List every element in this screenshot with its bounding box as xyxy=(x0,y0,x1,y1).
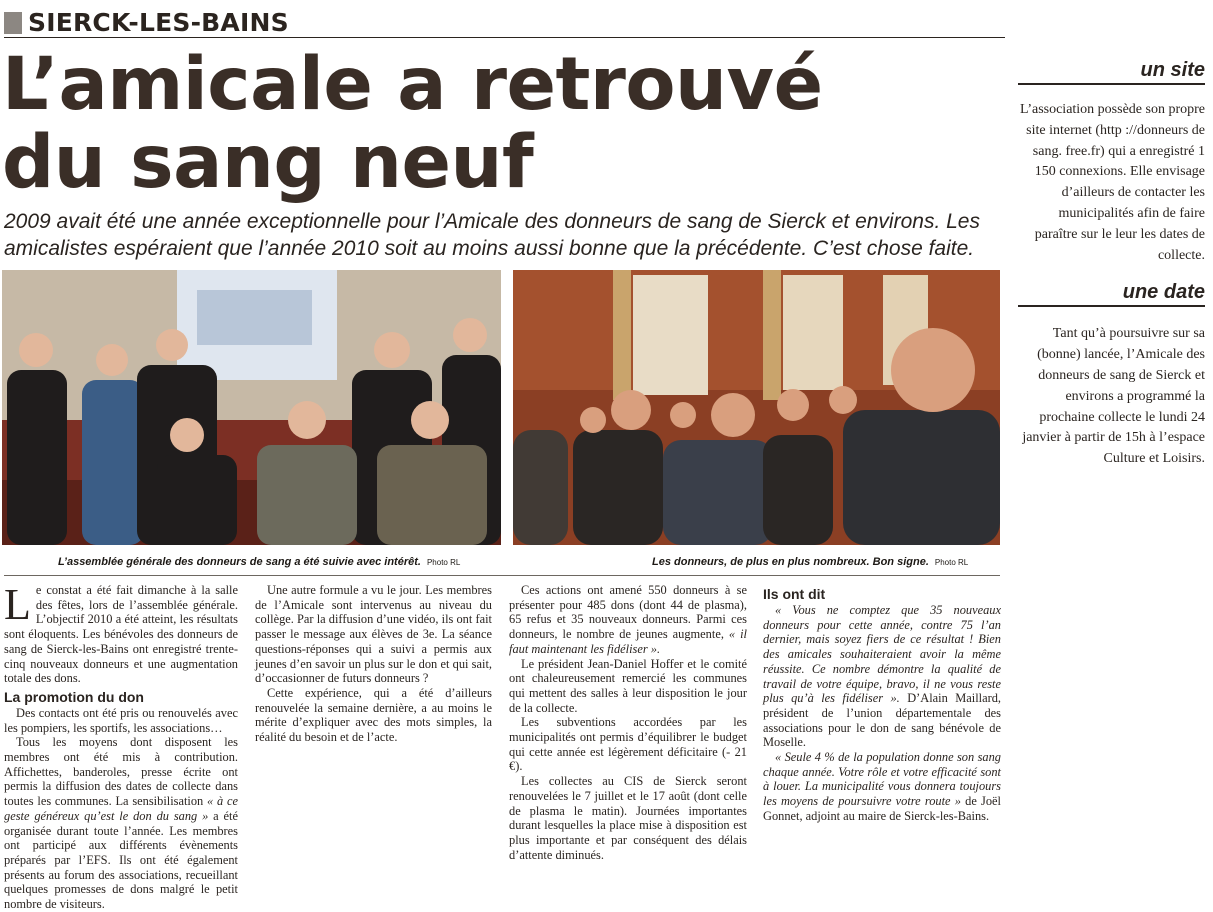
sidebar-text-date: Tant qu’à poursuivre sur sa (bonne) lancée, l’Amicale des donneurs de sang de Sierck et environs a programmé la prochaine collecte le lundi 24 janvier à partir de 15h à l’espace Culture et Loisirs. xyxy=(1022,326,1205,467)
paragraph: Ces actions ont amené 550 donneurs à se présenter pour 485 dons (dont 44 de plasma), 65 refus et 35 nouveaux donneurs. Parmi ces donneurs, le nombre de jeunes augmente, « il faut maintenant les fidéliser ». xyxy=(509,583,747,656)
caption-rule xyxy=(4,575,1000,576)
subheading-ils-ont-dit: Ils ont dit xyxy=(763,586,826,602)
sidebar-text-site: L’association possède son propre site internet (http ://donneurs de sang. free.fr) qui a enregistré 1 150 connexions. Elle envisage d’ailleurs de contacter les municipalités afin de faire paraître sur le leur les dates de collecte. xyxy=(1020,102,1205,263)
kicker-rule xyxy=(4,37,1005,38)
section-kicker: SIERCK-LES-BAINS xyxy=(28,8,289,37)
quote-paragraph: « Vous ne comptez que 35 nouveaux donneurs pour cette année, contre 75 l’an dernier, mais soyez fiers de ce résultat ! Bien des amicales souhaiteraient avoir la même réussite. Ce nombre démontre la qualité de travail de votre équipe, bravo, il ne vous reste plus qu’à les fidéliser ». D’Alain Maillard, président de l’union départementale des associations pour le don de sang bénévole de Moselle. xyxy=(763,603,1001,750)
paragraph: Le président Jean-Daniel Hoffer et le comité ont chaleureusement remercié les communes qui mettent des salles à leur disposition le jour de la collecte. xyxy=(509,656,747,715)
article-column-4 xyxy=(763,583,1001,824)
paragraph: Une autre formule a vu le jour. Les membres de l’Amicale sont intervenus au niveau du collège. Par la diffusion d’une vidéo, ils ont fait passer le message aux élèves de 3e. La séance questions-réponses qui a suivi a permis aux jeunes d’en savoir un plus sur le don et qui sait, d’occasionner de futurs donneurs ? xyxy=(255,583,492,686)
lede: 2009 avait été une année exceptionnelle pour l’Amicale des donneurs de sang de Sierck et environs. Les amicalistes espéraient que l’année 2010 soit au moins aussi bonne que la précédente. C’est chose faite. xyxy=(4,210,980,260)
kicker-marker xyxy=(4,12,22,34)
article-column-3 xyxy=(509,583,747,862)
headline-line-1: L’amicale a retrouvé xyxy=(2,42,823,127)
paragraph: Les collectes au CIS de Sierck seront renouvelées le 7 juillet et le 17 août (dont celle de plasma le matin). Journées importantes durant lesquelles la place mise à disposition est plus importante et par conséquent des délais d’attente diminués. xyxy=(509,774,747,862)
headline-line-2: du sang neuf xyxy=(2,120,534,205)
headline xyxy=(2,42,1002,205)
sidebar-heading-date: une date xyxy=(1018,280,1205,307)
sidebar-heading-site: un site xyxy=(1018,58,1205,85)
article-column-2 xyxy=(255,583,492,745)
photo-credit: Photo RL xyxy=(934,558,969,567)
quote-paragraph: « Seule 4 % de la population donne son sang chaque année. Votre rôle et votre efficacité sont à louer. La municipalité vous donnera toujours les moyens de poursuivre votre route » de Joël Gonnet, adjoint au maire de Sierck-les-Bains. xyxy=(763,750,1001,823)
photo-credit: Photo RL xyxy=(426,558,461,567)
photo-assembly xyxy=(2,270,501,545)
drop-cap: L xyxy=(4,580,31,629)
article-column-1 xyxy=(4,580,238,912)
paragraph: Le constat a été fait dimanche à la salle des fêtes, lors de l’assemblée générale. L’objectif 2010 a été atteint, les résultats sont éloquents. Les bénévoles des donneurs de sang de Sierck-les-Bains ont enregistré trente-cinq nouveaux donneurs et une augmentation totale des dons. xyxy=(4,580,238,686)
subheading-promotion: La promotion du don xyxy=(4,688,144,705)
paragraph: Des contacts ont été pris ou renouvelés avec les pompiers, les sportifs, les associations… xyxy=(4,705,238,735)
paragraph: Tous les moyens dont disposent les membres ont été mis à contribution. Affichettes, banderoles, presse écrite ont permis la diffusion des dates de collecte dans toutes les communes. La sensibilisation « à ce geste généreux qu’est le don du sang » a été organisée durant toute l’année. Les membres ont participé aux différents évènements préparés par l’EFS. Ils ont été également présents au forum des associations, recueillant quelques promesses de dons malgré le petit nombre de visiteurs. xyxy=(4,735,238,912)
sidebar xyxy=(1018,58,1205,470)
photo-caption-2: Les donneurs, de plus en plus nombreux. Bon signe. Photo RL xyxy=(652,556,969,568)
paragraph: Cette expérience, qui a été d’ailleurs renouvelée la semaine dernière, a au moins le mérite d’expliquer avec des mots simples, la réalité du besoin et de l’acte. xyxy=(255,685,492,745)
photo-caption-1: L’assemblée générale des donneurs de sang a été suivie avec intérêt. Photo RL xyxy=(58,556,461,568)
photo-donors xyxy=(513,270,1000,545)
paragraph: Les subventions accordées par les municipalités ont permis d’équilibrer le budget qui cette année est légèrement déficitaire (- 21 €). xyxy=(509,715,747,774)
